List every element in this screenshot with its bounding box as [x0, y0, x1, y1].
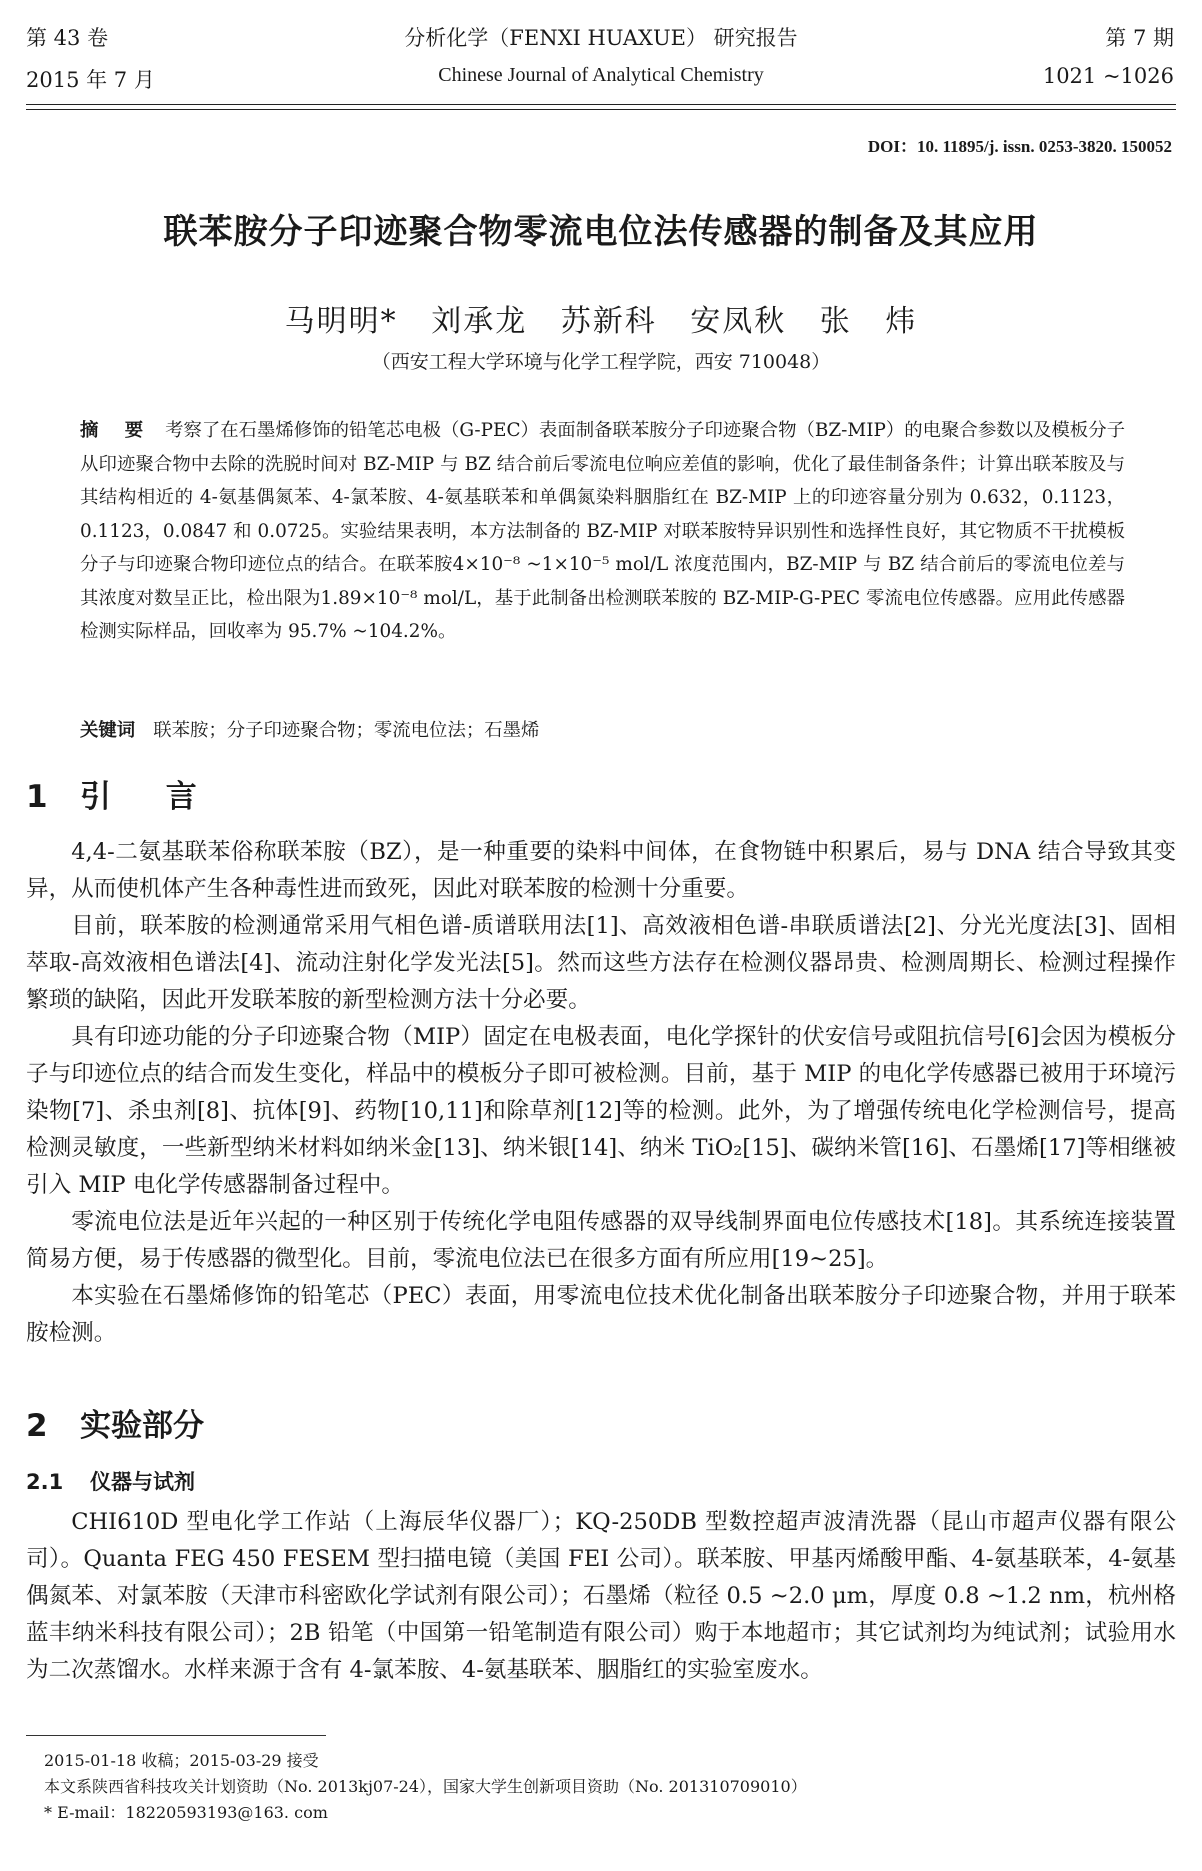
paragraph: 具有印迹功能的分子印迹聚合物（MIP）固定在电极表面，电化学探针的伏安信号或阻抗信号[6]会因为模板分子与印迹位点的结合而发生变化，样品中的模板分子即可被检测。目前，基于 MIP 的电化学传感器已被用于环境污染物[7]、杀虫剂[8]、抗体[9]、药物[10,11]和除草剂[12]等的检测。此外，为了增强传统电化学检测信号，提高检测灵敏度，一些新型纳米材料如纳米金[13]、纳米银[14]、纳米 TiO₂[15]、碳纳米管[16]、石墨烯[17]等相继被引入 MIP 电化学传感器制备过程中。 [26, 1024, 1176, 1198]
footnote-email: * E-mail：18220593193@163. com [44, 1803, 328, 1822]
paragraph: 4,4-二氨基联苯俗称联苯胺（BZ），是一种重要的染料中间体，在食物链中积累后，易与 DNA 结合导致其变异，从而使机体产生各种毒性进而致死，因此对联苯胺的检测十分重要。 [26, 839, 1176, 902]
paper-title: 联苯胺分子印迹聚合物零流电位法传感器的制备及其应用 [163, 212, 1039, 252]
subsection-heading-instruments [26, 1466, 195, 1496]
section-number: 1 [26, 779, 48, 815]
abstract [80, 414, 1125, 649]
header-pages: 1021 ~1026 [1042, 64, 1174, 88]
keywords [80, 716, 539, 742]
header-journal-en: Chinese Journal of Analytical Chemistry [438, 64, 764, 86]
section-title: 引 言 [80, 779, 219, 815]
section-heading-intro [26, 771, 219, 816]
subsection-number: 2.1 [26, 1470, 64, 1494]
keywords-text: 联苯胺；分子印迹聚合物；零流电位法；石墨烯 [153, 720, 540, 741]
affiliation: （西安工程大学环境与化学工程学院，西安 710048） [371, 351, 831, 373]
instruments-body [26, 1504, 1176, 1689]
header-issue: 第 7 期 [1105, 26, 1174, 50]
section-number: 2 [26, 1408, 48, 1444]
abstract-text: 考察了在石墨烯修饰的铅笔芯电极（G-PEC）表面制备联苯胺分子印迹聚合物（BZ-MIP）的电聚合参数以及模板分子从印迹聚合物中去除的洗脱时间对 BZ-MIP 与 BZ 结合前后零流电位响应差值的影响，优化了最佳制备条件；计算出联苯胺及与其结构相近的 4-氨基偶氮苯、4-氯苯胺、4-氨基联苯和单偶氮染料胭脂红在 BZ-MIP 上的印迹容量分别为 0.632，0.1123，0.1123，0.0847 和 0.0725。实验结果表明，本方法制备的 BZ-MIP 对联苯胺特异识别性和选择性良好，其它物质不干扰模板分子与印迹聚合物印迹位点的结合。在联苯胺4×10⁻⁸ ~1×10⁻⁵ mol/L 浓度范围内，BZ-MIP 与 BZ 结合前后的零流电位差与其浓度对数呈正比，检出限为1.89×10⁻⁸ mol/L，基于此制备出检测联苯胺的 BZ-MIP-G-PEC 零流电位传感器。应用此传感器检测实际样品，回收率为 95.7% ~104.2%。 [80, 420, 1125, 642]
header-journal-cn: 分析化学（FENXI HUAXUE） 研究报告 [404, 26, 798, 50]
header-date: 2015 年 7 月 [26, 68, 155, 92]
paragraph: 目前，联苯胺的检测通常采用气相色谱-质谱联用法[1]、高效液相色谱-串联质谱法[2]、分光光度法[3]、固相萃取-高效液相色谱法[4]、流动注射化学发光法[5]。然而这些方法存在检测仪器昂贵、检测周期长、检测过程操作繁琐的缺陷，因此开发联苯胺的新型检测方法十分必要。 [26, 913, 1176, 1013]
footnote-dates: 2015-01-18 收稿；2015-03-29 接受 [44, 1751, 319, 1770]
header-rule [26, 104, 1176, 105]
abstract-label: 摘 要 [80, 420, 154, 441]
intro-body [26, 834, 1176, 1352]
paragraph: 零流电位法是近年兴起的一种区别于传统化学电阻传感器的双导线制界面电位传感技术[18]。其系统连接装置简易方便，易于传感器的微型化。目前，零流电位法已在很多方面有所应用[19~25]。 [26, 1209, 1176, 1272]
footnote-rule [26, 1735, 326, 1736]
header-volume: 第 43 卷 [26, 26, 109, 50]
authors: 马明明* 刘承龙 苏新科 安凤秋 张 炜 [284, 304, 918, 339]
paragraph: CHI610D 型电化学工作站（上海辰华仪器厂）；KQ-250DB 型数控超声波清洗器（昆山市超声仪器有限公司）。Quanta FEG 450 FESEM 型扫描电镜（美国 FEI 公司）。联苯胺、甲基丙烯酸甲酯、4-氨基联苯，4-氨基偶氮苯、对氯苯胺（天津市科密欧化学试剂有限公司）；石墨烯（粒径 0.5 ~2.0 μm，厚度 0.8 ~1.2 nm，杭州格蓝丰纳米科技有限公司）；2B 铅笔（中国第一铅笔制造有限公司）购于本地超市；其它试剂均为纯试剂；试验用水为二次蒸馏水。水样来源于含有 4-氯苯胺、4-氨基联苯、胭脂红的实验室废水。 [26, 1509, 1176, 1683]
section-heading-experiment [26, 1400, 204, 1445]
section-title: 实验部分 [80, 1408, 204, 1444]
paragraph: 本实验在石墨烯修饰的铅笔芯（PEC）表面，用零流电位技术优化制备出联苯胺分子印迹聚合物，并用于联苯胺检测。 [26, 1283, 1176, 1346]
footnote-funding: 本文系陕西省科技攻关计划资助（No. 2013kj07-24），国家大学生创新项目资助（No. 201310709010） [44, 1777, 807, 1796]
doi: DOI：10. 11895/j. issn. 0253-3820. 150052 [867, 137, 1172, 156]
subsection-title: 仪器与试剂 [90, 1470, 195, 1494]
keywords-label: 关键词 [80, 720, 136, 741]
header-rule-thin [26, 109, 1176, 110]
